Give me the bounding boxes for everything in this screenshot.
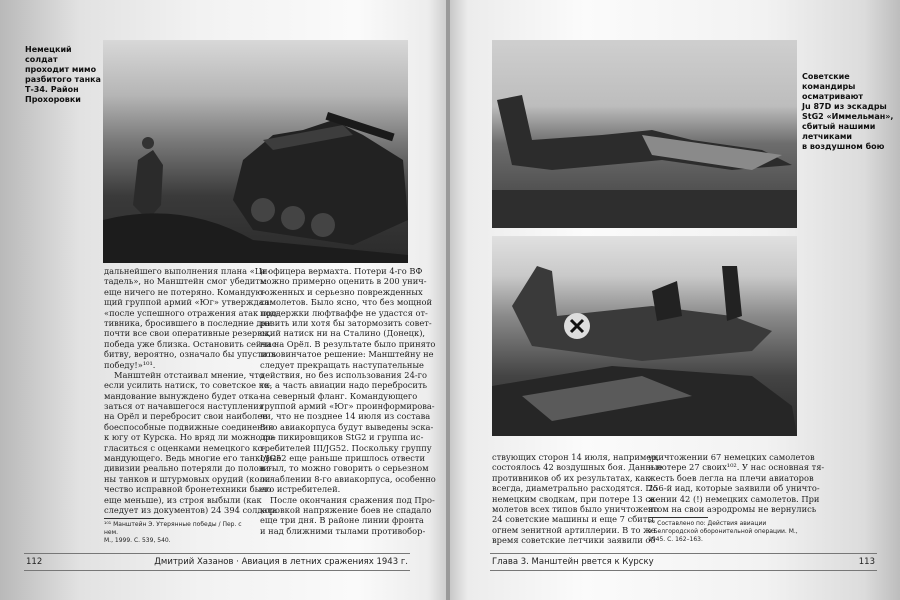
photo-ju87-wreck-1: [492, 40, 797, 228]
text-line: дивизии реально потеряли до полови-: [104, 463, 272, 474]
text-line: гласиться с оценками немецкого ко-: [104, 442, 266, 453]
text-line: победа уже близка. Остановить сейчас: [104, 338, 277, 349]
text-line: ны танков и штурмовых орудий (коли-: [104, 473, 274, 484]
text-line: почти все свои оперативные резервы,: [104, 328, 272, 339]
text-line: победу!»¹⁰¹.: [104, 359, 156, 370]
text-line: можно примерно оценить в 200 унич-: [260, 276, 427, 287]
text-line: на северный фланг. Командующего: [260, 390, 418, 401]
text-line: дра пикировщиков StG2 и группа ис-: [260, 432, 424, 443]
text-line: I/JG52 еще раньше пришлось отвести: [260, 453, 426, 464]
text-line: тк, а часть авиации надо перебросить: [260, 380, 428, 391]
aircraft-wreck-image: [492, 40, 797, 228]
tank-photo-image: [103, 40, 408, 263]
text-line: битву, вероятно, означало бы упустить: [104, 349, 277, 360]
text-line: половинчатое решение: Манштейну не: [260, 349, 434, 360]
text-line: группой армий «Юг» проинформирова-: [260, 401, 435, 412]
text-line: этом на свои аэродромы не вернулись: [648, 503, 817, 514]
caption-line: Немецкий солдат: [25, 45, 72, 64]
caption-line: Советские: [802, 72, 850, 81]
text-line: тадель», но Манштейн смог убедить:: [104, 276, 268, 287]
running-title: Глава 3. Манштейн рвется к Курску: [492, 557, 654, 567]
footnote-line: ¹⁰¹ Манштейн Э. Утерянные победы / Пер. с нем.: [104, 521, 242, 537]
text-column-2: [648, 452, 825, 544]
aircraft-wreck-image: [492, 236, 797, 436]
text-line: щий группой армий «Юг» утверждал:: [104, 297, 272, 308]
text-line: тоженных и серьезно поврежденных: [260, 286, 423, 297]
text-line: мандующего. Ведь многие его танковые: [104, 453, 282, 464]
text-line: боеспособные подвижные соединения: [104, 421, 274, 432]
text-line: следует из документов) 24 394 солдата: [104, 504, 278, 515]
caption-line: осматривают: [802, 92, 864, 101]
photo-ju87-wreck-2: [492, 236, 797, 436]
text-line: 8-го авиакорпуса будут выведены эска-: [260, 421, 434, 432]
text-column-2: [260, 266, 436, 536]
footnote: [648, 520, 800, 544]
page-number: 113: [858, 557, 875, 567]
left-page: [0, 0, 446, 600]
text-line: в тыл, то можно говорить о серьезном: [260, 463, 429, 474]
text-line: противников об их результатах, как: [492, 472, 651, 483]
text-line: дальнейшего выполнения плана «Ци-: [104, 266, 271, 276]
text-line: чество исправной бронетехники было: [104, 484, 272, 495]
text-line: жесть боев легла на плечи авиаторов: [648, 472, 814, 483]
text-line: 24 советские машины и еще 7 сбиты: [492, 514, 654, 525]
caption-line: StG2 «Иммельман»,: [802, 112, 894, 121]
caption-line: летчиками: [802, 132, 852, 141]
text-line: ствующих сторон 14 июля, например,: [492, 452, 660, 462]
text-line: поддержки люфтваффе не удастся от-: [260, 307, 428, 318]
caption-line: в воздушном бою: [802, 142, 885, 151]
text-line: самолетов. Было ясно, что без мощной: [260, 297, 433, 308]
caption-line: Т-34. Район: [25, 85, 79, 94]
text-line: его истребителей.: [260, 484, 341, 495]
running-title: Дмитрий Хазанов · Авиация в летних сражениях 1943 г.: [154, 557, 408, 567]
caption-line: командиры: [802, 82, 856, 91]
text-line: еще меньше), из строя выбыли (как: [104, 494, 262, 505]
text-line: еще ничего не потеряно. Командую-: [104, 286, 266, 297]
text-line: ли, что не позднее 14 июля из состава: [260, 411, 431, 422]
text-line: заться от начавшегося наступления: [104, 401, 264, 412]
photo-tank-soldier: [103, 40, 408, 263]
text-line: «после успешного отражения атак про-: [104, 307, 280, 318]
text-line: на Орёл и перебросит свои наиболее: [104, 411, 268, 422]
page-number: 112: [26, 557, 43, 567]
text-line: 256-й иад, которые заявили об уничто-: [648, 483, 820, 494]
photo-caption: [25, 45, 105, 105]
text-line: После окончания сражения под Про-: [270, 494, 435, 505]
text-line: жении 42 (!) немецких самолетов. При: [648, 493, 820, 504]
text-line: разить или хотя бы затормозить совет-: [260, 317, 432, 328]
text-line: немецким сводкам, при потере 13 са-: [492, 493, 658, 504]
text-line: следует прекращать наступательные: [260, 359, 424, 370]
text-line: Манштейн отстаивал мнение, что: [114, 369, 264, 380]
text-line: время советские летчики заявили об: [492, 535, 656, 546]
text-line: хоровкой напряжение боев не спадало: [260, 504, 432, 515]
footnote: [104, 521, 256, 545]
text-column-1: [104, 266, 282, 545]
photo-caption: [802, 72, 897, 152]
text-line: к югу от Курска. Но вряд ли можно со-: [104, 432, 276, 443]
caption-line: Прохоровки: [25, 95, 81, 104]
text-line: если усилить натиск, то советское ко-: [104, 380, 272, 391]
footnote-line: 1945. С. 162–163.: [648, 536, 703, 544]
text-line: и потере 27 своих¹⁰². У нас основная тя-: [648, 462, 825, 473]
footnote-line: ¹⁰² Составлено по: Действия авиации: [648, 520, 767, 528]
footnote-rule: [104, 518, 164, 519]
text-line: еще три дня. В районе линии фронта: [260, 515, 424, 526]
text-line: требителей III/JG52. Поскольку группу: [260, 442, 432, 453]
text-column-1: [492, 452, 663, 546]
text-line: ни на Орёл. В результате было принято: [260, 338, 436, 349]
caption-line: проходит мимо: [25, 65, 97, 74]
text-line: мандование вынуждено будет отка-: [104, 390, 262, 401]
footnote-rule: [648, 517, 708, 518]
page-footer: [24, 553, 410, 571]
footnote-line: М., 1999. С. 539, 540.: [104, 537, 171, 545]
caption-line: сбитый нашими: [802, 122, 876, 131]
caption-line: Ju 87D из эскадры: [802, 102, 887, 111]
text-line: состоялось 42 воздушных боя. Данные: [492, 462, 663, 473]
caption-line: разбитого танка: [25, 75, 101, 84]
text-line: всегда, диаметрально расходятся. По: [492, 483, 658, 494]
text-line: огнем зенитной артиллерии. В то же: [492, 524, 656, 535]
text-line: ослаблении 8-го авиакорпуса, особенно: [260, 473, 436, 484]
text-line: и над ближними тылами противобор-: [260, 525, 426, 536]
text-line: тивника, бросившего в последние дни: [104, 317, 273, 328]
text-line: ский натиск ни на Сталино (Донецк),: [260, 328, 426, 339]
text-line: молетов всех типов было уничтожено: [492, 503, 659, 514]
footnote-line: в Белгородской оборонительной операции. М.,: [648, 528, 798, 536]
page-footer: [490, 553, 877, 571]
text-line: действия, но без использования 24-го: [260, 369, 427, 380]
right-page: [450, 0, 900, 600]
text-line: и офицера вермахта. Потери 4-го ВФ: [260, 266, 423, 276]
text-line: уничтожении 67 немецких самолетов: [648, 452, 815, 462]
